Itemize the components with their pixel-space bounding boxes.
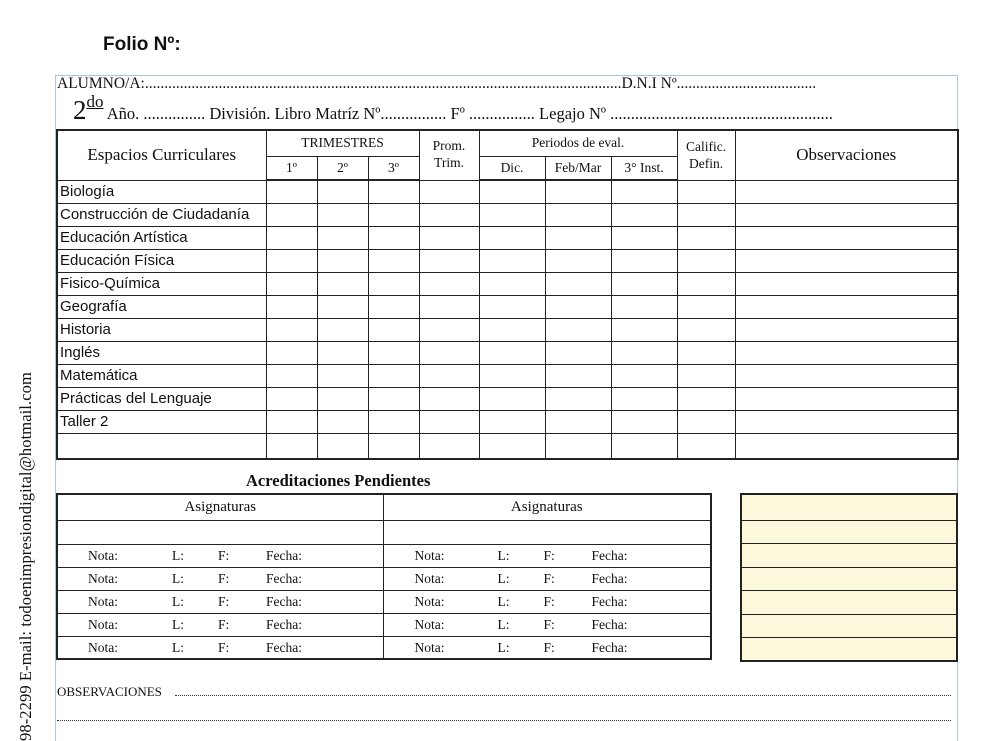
grade-cell[interactable]	[677, 364, 735, 387]
nota-right-cell[interactable]	[383, 590, 711, 613]
grade-cell[interactable]	[545, 364, 611, 387]
grade-cell[interactable]	[317, 433, 368, 459]
grade-cell[interactable]	[677, 272, 735, 295]
grade-cell[interactable]	[479, 318, 545, 341]
label-l: L:	[497, 593, 510, 609]
grade-cell[interactable]	[611, 226, 677, 249]
grade-cell[interactable]	[735, 341, 958, 364]
highlight-cell[interactable]	[741, 520, 957, 544]
subject-row	[57, 433, 958, 459]
label-fecha: Fecha:	[591, 639, 628, 655]
grade-cell[interactable]	[479, 387, 545, 410]
label-l: L:	[172, 570, 184, 586]
nota-row	[57, 636, 711, 659]
grade-cell[interactable]	[611, 318, 677, 341]
grade-cell[interactable]	[479, 341, 545, 364]
observaciones-dotted-line-2[interactable]	[57, 720, 951, 721]
grade-cell[interactable]	[317, 295, 368, 318]
label-nota: Nota:	[88, 616, 118, 632]
col-trimestres-header: TRIMESTRES	[266, 130, 419, 156]
label-f: F:	[218, 639, 230, 655]
label-nota: Nota:	[88, 593, 118, 609]
label-l: L:	[172, 616, 184, 632]
subject-name: Historia	[57, 318, 266, 341]
nota-right-cell[interactable]	[383, 636, 711, 659]
year-line-text: Año. ............... División. Libro Matríz Nº................ Fº ................ Legajo Nº ......................................................	[103, 104, 833, 123]
grade-cell[interactable]	[479, 410, 545, 433]
label-l: L:	[497, 547, 510, 563]
label-f: F:	[543, 616, 555, 632]
label-nota: Nota:	[414, 593, 445, 609]
subject-name: Fisico-Química	[57, 272, 266, 295]
grade-cell[interactable]	[735, 180, 958, 203]
grade-cell[interactable]	[677, 387, 735, 410]
label-l: L:	[172, 639, 184, 655]
grade-cell[interactable]	[677, 203, 735, 226]
label-nota: Nota:	[88, 570, 118, 586]
grade-cell[interactable]	[735, 410, 958, 433]
grade-cell[interactable]	[317, 387, 368, 410]
grade-cell[interactable]	[419, 226, 479, 249]
grade-cell[interactable]	[317, 226, 368, 249]
grade-cell[interactable]	[368, 203, 419, 226]
grade-cell[interactable]	[317, 410, 368, 433]
subject-row	[57, 341, 958, 364]
nota-left-cell[interactable]	[57, 590, 383, 613]
grade-cell[interactable]	[266, 387, 317, 410]
trim-3-header: 3º	[368, 156, 419, 180]
grade-cell[interactable]	[266, 433, 317, 459]
grade-cell[interactable]	[368, 226, 419, 249]
grade-cell[interactable]	[368, 318, 419, 341]
grade-cell[interactable]	[419, 249, 479, 272]
nota-row	[57, 544, 711, 567]
subject-name: Construcción de Ciudadanía	[57, 203, 266, 226]
grade-cell[interactable]	[735, 249, 958, 272]
grade-cell[interactable]	[368, 272, 419, 295]
highlight-cell[interactable]	[741, 544, 957, 568]
grade-cell[interactable]	[419, 318, 479, 341]
subject-row	[57, 295, 958, 318]
label-fecha: Fecha:	[591, 616, 628, 632]
trim-1-header: 1º	[266, 156, 317, 180]
grade-cell[interactable]	[266, 226, 317, 249]
subject-name: Geografía	[57, 295, 266, 318]
grade-cell[interactable]	[419, 203, 479, 226]
folio-label: Folio Nº:	[103, 34, 181, 55]
highlight-cell[interactable]	[741, 591, 957, 615]
grade-cell[interactable]	[735, 226, 958, 249]
grade-cell[interactable]	[611, 272, 677, 295]
subject-row	[57, 272, 958, 295]
grade-cell[interactable]	[317, 180, 368, 203]
grade-cell[interactable]	[419, 387, 479, 410]
subject-row	[57, 364, 958, 387]
grade-cell[interactable]	[368, 249, 419, 272]
grade-cell[interactable]	[611, 364, 677, 387]
grade-cell[interactable]	[266, 272, 317, 295]
grade-cell[interactable]	[266, 295, 317, 318]
grade-cell[interactable]	[677, 318, 735, 341]
alumno-line[interactable]: ALUMNO/A:...........................................................................................................................D.N.I Nº....................................	[57, 75, 817, 92]
observaciones-label: OBSERVACIONES	[57, 684, 162, 699]
grade-cell[interactable]	[368, 433, 419, 459]
grade-cell[interactable]	[545, 249, 611, 272]
grade-cell[interactable]	[266, 318, 317, 341]
grade-cell[interactable]	[611, 387, 677, 410]
label-fecha: Fecha:	[591, 593, 628, 609]
grade-cell[interactable]	[266, 249, 317, 272]
asignaturas-right-header: Asignaturas	[383, 494, 711, 520]
highlight-cell[interactable]	[741, 614, 957, 638]
grade-cell[interactable]	[545, 295, 611, 318]
grade-cell[interactable]	[479, 433, 545, 459]
nota-left-cell[interactable]	[57, 544, 383, 567]
label-fecha: Fecha:	[266, 547, 302, 563]
grade-cell[interactable]	[545, 341, 611, 364]
grade-cell[interactable]	[479, 249, 545, 272]
grade-cell[interactable]	[317, 341, 368, 364]
col-periodos-header: Periodos de eval.	[479, 130, 677, 156]
highlight-cell[interactable]	[741, 494, 957, 520]
asignatura-left-blank[interactable]	[57, 520, 383, 544]
grade-cell[interactable]	[266, 364, 317, 387]
label-fecha: Fecha:	[266, 639, 302, 655]
label-nota: Nota:	[88, 547, 118, 563]
grade-cell[interactable]	[266, 341, 317, 364]
periodo-febmar-header: Feb/Mar	[545, 156, 611, 180]
grade-cell[interactable]	[419, 364, 479, 387]
label-f: F:	[218, 616, 230, 632]
grade-cell[interactable]	[545, 410, 611, 433]
grade-cell[interactable]	[317, 364, 368, 387]
label-nota: Nota:	[414, 639, 445, 655]
label-nota: Nota:	[414, 547, 445, 563]
subject-name: Taller 2	[57, 410, 266, 433]
subject-row	[57, 203, 958, 226]
grade-cell[interactable]	[735, 203, 958, 226]
col-prom-header: Prom. Trim.	[419, 130, 479, 180]
grade-cell[interactable]	[735, 364, 958, 387]
grade-cell[interactable]	[545, 387, 611, 410]
nota-right-cell[interactable]	[383, 613, 711, 636]
label-fecha: Fecha:	[591, 570, 628, 586]
subject-name	[57, 433, 266, 459]
label-l: L:	[497, 639, 510, 655]
grade-cell[interactable]	[419, 180, 479, 203]
nota-row	[57, 613, 711, 636]
grade-cell[interactable]	[317, 249, 368, 272]
grade-cell[interactable]	[735, 387, 958, 410]
grade-cell[interactable]	[368, 364, 419, 387]
nota-left-cell[interactable]	[57, 567, 383, 590]
col-espacios-header: Espacios Curriculares	[57, 130, 266, 180]
subject-row	[57, 410, 958, 433]
label-fecha: Fecha:	[266, 593, 302, 609]
grade-cell[interactable]	[677, 180, 735, 203]
grade-cell[interactable]	[266, 410, 317, 433]
grade-cell[interactable]	[677, 226, 735, 249]
grade-cell[interactable]	[611, 341, 677, 364]
label-f: F:	[218, 570, 230, 586]
grade-cell[interactable]	[611, 295, 677, 318]
col-observaciones-header: Observaciones	[735, 130, 958, 180]
year-division-line[interactable]	[73, 92, 833, 126]
grade-cell[interactable]	[419, 341, 479, 364]
label-f: F:	[218, 547, 230, 563]
grade-cell[interactable]	[677, 433, 735, 459]
grade-cell[interactable]	[611, 203, 677, 226]
subject-name: Biología	[57, 180, 266, 203]
grade-cell[interactable]	[545, 433, 611, 459]
year-suffix: do	[86, 92, 104, 111]
subject-row	[57, 387, 958, 410]
trim-2-header: 2º	[317, 156, 368, 180]
subject-name: Prácticas del Lenguaje	[57, 387, 266, 410]
label-l: L:	[497, 616, 510, 632]
subject-row	[57, 318, 958, 341]
label-nota: Nota:	[414, 570, 445, 586]
nota-left-cell[interactable]	[57, 636, 383, 659]
grade-cell[interactable]	[479, 203, 545, 226]
grade-cell[interactable]	[611, 180, 677, 203]
grade-cell[interactable]	[479, 272, 545, 295]
grade-cell[interactable]	[677, 341, 735, 364]
label-fecha: Fecha:	[266, 570, 302, 586]
col-calific-header: Calific. Defin.	[677, 130, 735, 180]
grade-cell[interactable]	[611, 249, 677, 272]
subject-name: Matemática	[57, 364, 266, 387]
grade-cell[interactable]	[677, 410, 735, 433]
acreditaciones-table	[56, 493, 712, 660]
grade-cell[interactable]	[368, 387, 419, 410]
grade-cell[interactable]	[677, 295, 735, 318]
subject-name: Educación Artística	[57, 226, 266, 249]
label-f: F:	[543, 570, 555, 586]
grade-cell[interactable]	[545, 226, 611, 249]
subject-row	[57, 226, 958, 249]
label-nota: Nota:	[88, 639, 118, 655]
subject-name: Inglés	[57, 341, 266, 364]
label-nota: Nota:	[414, 616, 445, 632]
grade-cell[interactable]	[266, 203, 317, 226]
nota-right-cell[interactable]	[383, 544, 711, 567]
label-f: F:	[543, 593, 555, 609]
nota-row	[57, 567, 711, 590]
grade-cell[interactable]	[479, 364, 545, 387]
label-f: F:	[218, 593, 230, 609]
side-contact-text: 98-2299 E-mail: todoenimpresiondigital@hotmail.com	[16, 372, 35, 741]
grade-cell[interactable]	[545, 272, 611, 295]
label-l: L:	[172, 547, 184, 563]
grade-cell[interactable]	[368, 341, 419, 364]
nota-left-cell[interactable]	[57, 613, 383, 636]
label-f: F:	[543, 547, 555, 563]
nota-right-cell[interactable]	[383, 567, 711, 590]
grade-cell[interactable]	[419, 272, 479, 295]
grade-cell[interactable]	[479, 295, 545, 318]
asignaturas-left-header: Asignaturas	[57, 494, 383, 520]
highlight-cell[interactable]	[741, 638, 957, 662]
subject-name: Educación Física	[57, 249, 266, 272]
grade-cell[interactable]	[735, 433, 958, 459]
grade-cell[interactable]	[735, 272, 958, 295]
year-number: 2	[73, 95, 87, 125]
grade-cell[interactable]	[611, 410, 677, 433]
grade-cell[interactable]	[479, 226, 545, 249]
observaciones-dotted-line-1[interactable]	[175, 695, 951, 696]
grade-cell[interactable]	[317, 272, 368, 295]
grade-cell[interactable]	[368, 410, 419, 433]
acreditaciones-title: Acreditaciones Pendientes	[246, 471, 431, 490]
grade-cell[interactable]	[317, 203, 368, 226]
grade-cell[interactable]	[368, 180, 419, 203]
grade-cell[interactable]	[479, 180, 545, 203]
periodo-3inst-header: 3° Inst.	[611, 156, 677, 180]
grade-cell[interactable]	[545, 203, 611, 226]
grade-cell[interactable]	[735, 295, 958, 318]
grade-cell[interactable]	[611, 433, 677, 459]
grade-cell[interactable]	[266, 180, 317, 203]
grade-cell[interactable]	[545, 180, 611, 203]
label-fecha: Fecha:	[591, 547, 628, 563]
grade-cell[interactable]	[317, 318, 368, 341]
periodo-dic-header: Dic.	[479, 156, 545, 180]
highlight-column	[740, 493, 958, 662]
subject-row	[57, 249, 958, 272]
label-l: L:	[172, 593, 184, 609]
subject-row	[57, 180, 958, 203]
grade-cell[interactable]	[735, 318, 958, 341]
highlight-cell[interactable]	[741, 567, 957, 591]
grade-cell[interactable]	[419, 433, 479, 459]
grade-cell[interactable]	[368, 295, 419, 318]
label-fecha: Fecha:	[266, 616, 302, 632]
label-f: F:	[543, 639, 555, 655]
asignatura-right-blank[interactable]	[383, 520, 711, 544]
grade-cell[interactable]	[545, 318, 611, 341]
grade-cell[interactable]	[677, 249, 735, 272]
grade-cell[interactable]	[419, 410, 479, 433]
grades-table	[56, 129, 959, 460]
nota-row	[57, 590, 711, 613]
grade-cell[interactable]	[419, 295, 479, 318]
label-l: L:	[497, 570, 510, 586]
